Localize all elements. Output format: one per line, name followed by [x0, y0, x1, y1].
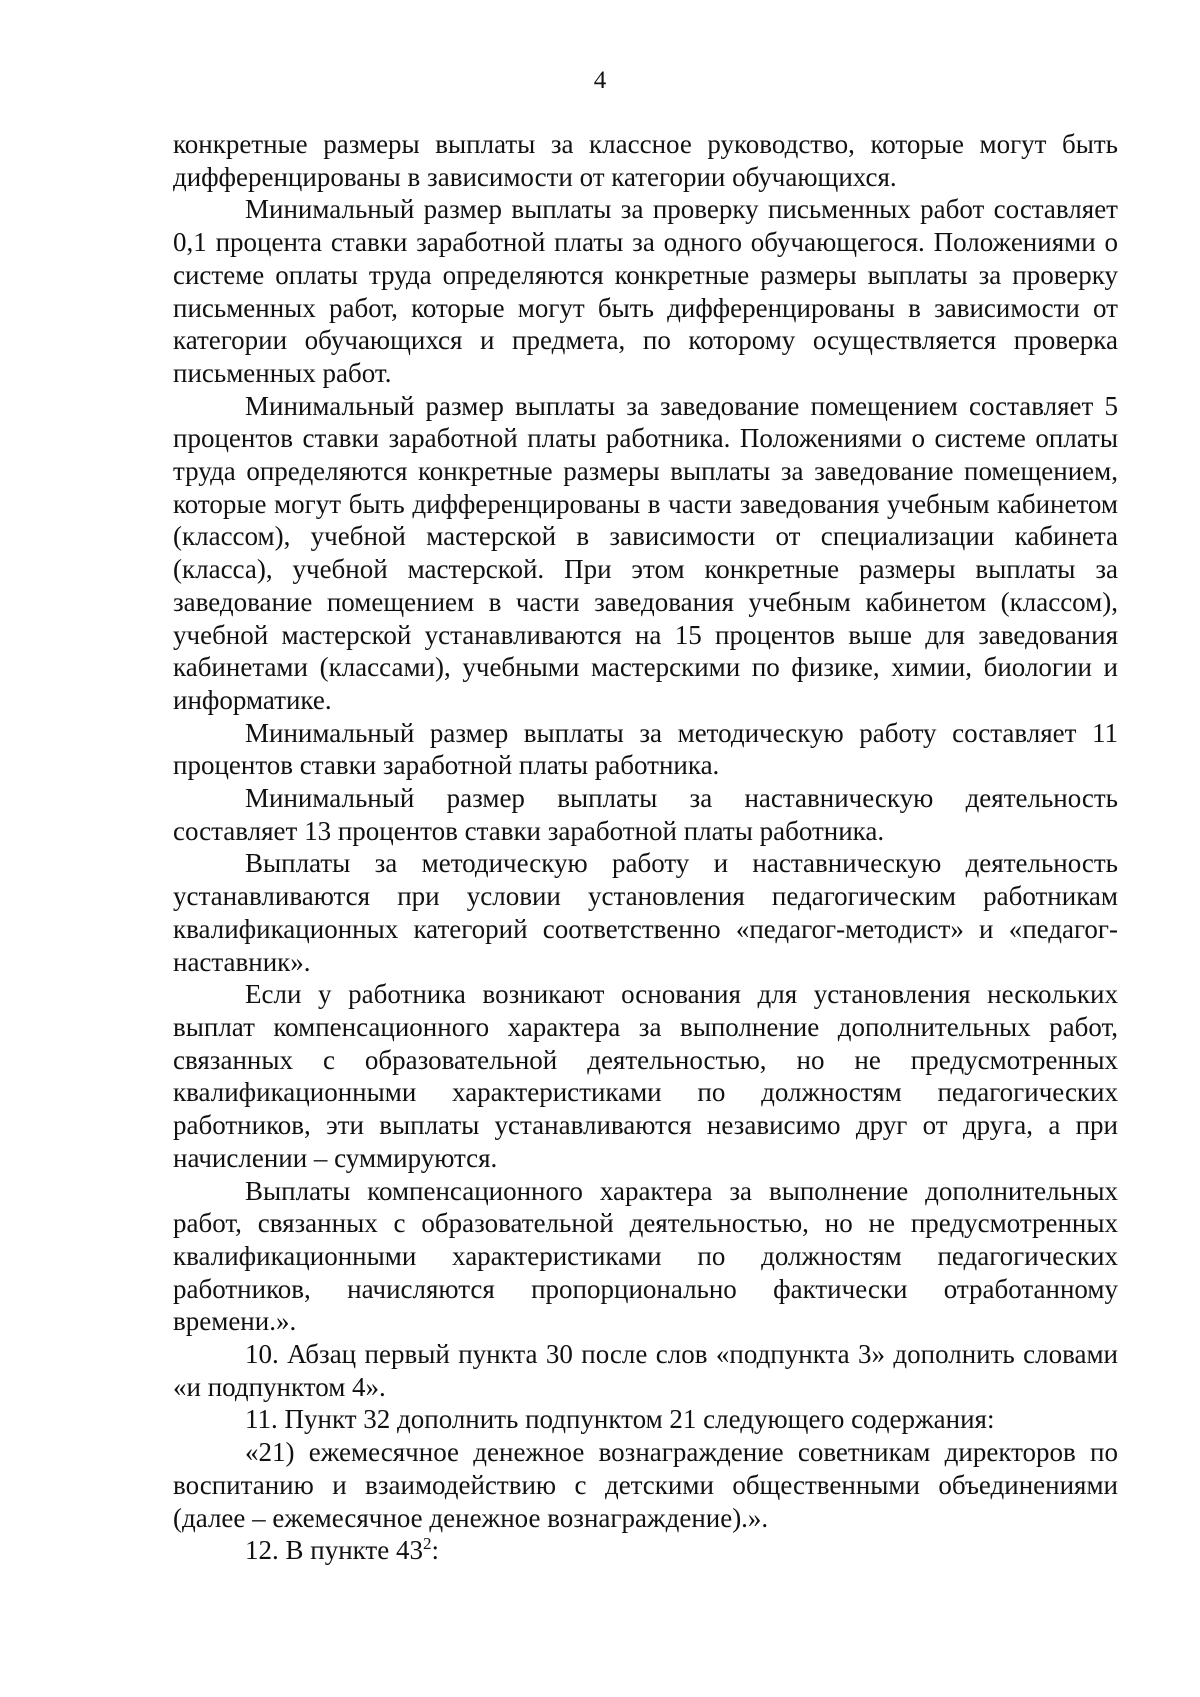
paragraph-payment-conditions: Выплаты за методическую работу и наставническую деятельность устанавливаются при условии установления педагогическим работникам квалификационных категорий соответственно «педагог-методист» и «педагог-наставник».	[173, 848, 1118, 977]
paragraph-item-10: 10. Абзац первый пункта 30 после слов «подпункта 3» дополнить словами «и подпунктом 4».	[173, 1339, 1118, 1402]
paragraph-multiple-payments: Если у работника возникают основания для установления нескольких выплат компенсационного характера за выполнение дополнительных работ, связанных с образовательной деятельностью, но не предусмотренных квалификационными характеристиками по должностям педагогических работников, эти выплаты устанавливаются независимо друг от друга, а при начислении – суммируются.	[173, 979, 1118, 1173]
item-12-text: 12. В пункте 43	[245, 1535, 423, 1566]
document-body	[173, 128, 1118, 1567]
item-12-superscript: 2	[422, 1534, 432, 1554]
paragraph-item-11: 11. Пункт 32 дополнить подпунктом 21 следующего содержания:	[245, 1404, 995, 1435]
paragraph-written-work-check: Минимальный размер выплаты за проверку письменных работ составляет 0,1 процента ставки заработной платы за одного обучающегося. Положениями о системе оплаты труда определяются конкретные размеры выплаты за проверку письменных работ, которые могут быть дифференцированы в зависимости от категории обучающихся и предмета, по которому осуществляется проверка письменных работ.	[173, 194, 1118, 388]
paragraph-mentoring: Минимальный размер выплаты за наставническую деятельность составляет 13 процентов ставки заработной платы работника.	[173, 783, 1118, 846]
paragraph-item-12	[173, 1534, 1118, 1567]
paragraph-proportional-payments: Выплаты компенсационного характера за выполнение дополнительных работ, связанных с образовательной деятельностью, но не предусмотренных квалификационными характеристиками по должностям педагогических работников, начисляются пропорционально фактически отработанному времени.».	[173, 1175, 1118, 1337]
paragraph-class-guidance-continuation: конкретные размеры выплаты за классное руководство, которые могут быть дифференцированы в зависимости от категории обучающихся.	[173, 129, 1118, 192]
paragraph-subitem-21: «21) ежемесячное денежное вознаграждение советникам директоров по воспитанию и взаимодействию с детскими общественными объединениями (далее – ежемесячное денежное вознаграждение).».	[173, 1437, 1118, 1533]
paragraph-methodical-work: Минимальный размер выплаты за методическую работу составляет 11 процентов ставки заработной платы работника.	[173, 717, 1118, 781]
paragraph-room-management: Минимальный размер выплаты за заведование помещением составляет 5 процентов ставки заработной платы работника. Положениями о системе оплаты труда определяются конкретные размеры выплаты за заведование помещением, которые могут быть дифференцированы в части заведования учебным кабинетом (классом), учебной мастерской в зависимости от специализации кабинета (класса), учебной мастерской. При этом конкретные размеры выплаты за заведование помещением в части заведования учебным кабинетом (классом), учебной мастерской устанавливаются на 15 процентов выше для заведования кабинетами (классами), учебными мастерскими по физике, химии, биологии и информатике.	[173, 390, 1118, 715]
item-12-suffix: :	[431, 1535, 439, 1566]
page-number: 4	[593, 67, 607, 94]
